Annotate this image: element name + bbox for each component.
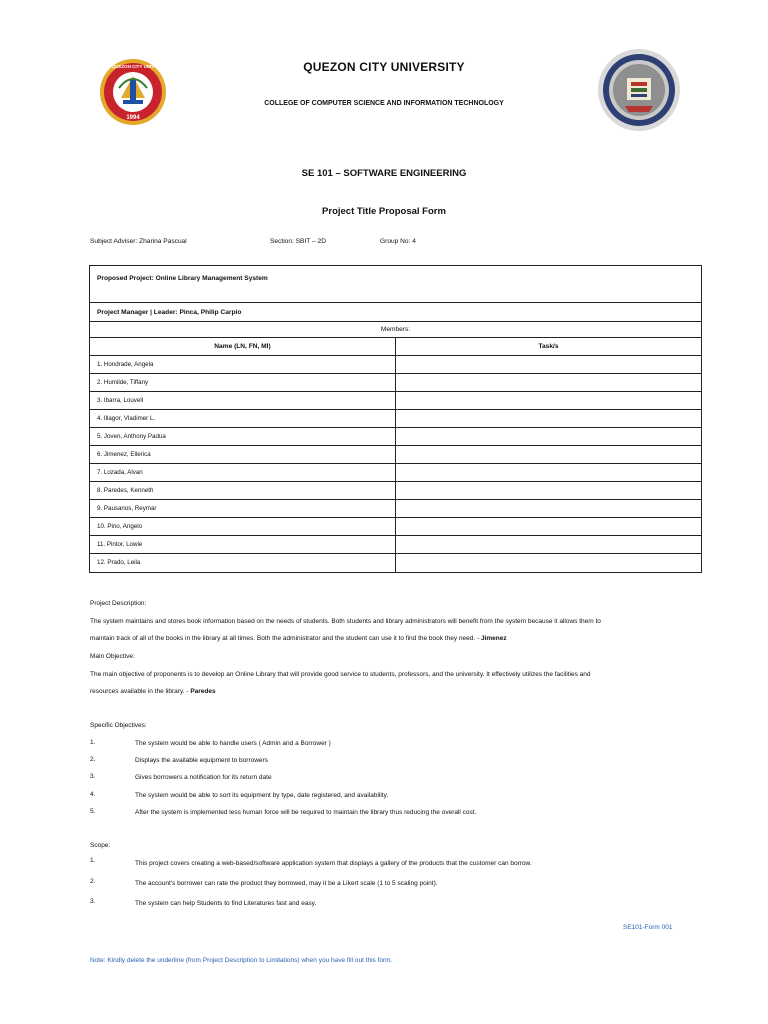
form-title: Project Title Proposal Form bbox=[322, 206, 446, 217]
list-item: The system can help Students to find Literatures fast and easy. bbox=[135, 900, 317, 907]
member-name: 6. Jimenez, Ellerica bbox=[90, 446, 396, 463]
member-task bbox=[396, 392, 701, 409]
main-objective-label: Main Objective: bbox=[90, 653, 135, 660]
list-item: The account's borrower can rate the product they borrowed, may it be a Likert scale (1 to 5 scaling point). bbox=[135, 880, 438, 887]
scope-label: Scope: bbox=[90, 842, 111, 849]
column-header-tasks: Task/s bbox=[538, 343, 559, 350]
member-name: 3. Ibarra, Louvell bbox=[90, 392, 396, 409]
list-item: The system would be able to sort its equipment by type, date registered, and availability. bbox=[135, 792, 389, 799]
college-name: COLLEGE OF COMPUTER SCIENCE AND INFORMATION TECHNOLOGY bbox=[264, 100, 504, 107]
main-objective-line: The main objective of proponents is to develop an Online Library that will provide good service to students, professors, and the university. It effectively utilizes the facilities and bbox=[90, 671, 591, 678]
main-objective-line bbox=[90, 688, 216, 695]
member-task bbox=[396, 356, 701, 373]
list-number: 3. bbox=[90, 773, 96, 780]
svg-text:QUEZON CITY UNIV: QUEZON CITY UNIV bbox=[111, 64, 155, 69]
table-row bbox=[90, 554, 701, 572]
list-number: 3. bbox=[90, 898, 96, 905]
member-task bbox=[396, 446, 701, 463]
list-number: 2. bbox=[90, 878, 96, 885]
table-row bbox=[90, 356, 701, 374]
proposed-project: Proposed Project: Online Library Management System bbox=[90, 266, 701, 303]
list-item: Displays the available equipment to borrowers bbox=[135, 757, 268, 764]
university-name: QUEZON CITY UNIVERSITY bbox=[303, 60, 465, 74]
table-row bbox=[90, 482, 701, 500]
project-description-line: The system maintains and stores book information based on the needs of students. Both students and library administrators will benefit from the system because it allows them to bbox=[90, 618, 601, 625]
footer-note: Note: Kindly delete the underline (from Project Description to Limitations) when you have fill out this form. bbox=[90, 957, 393, 964]
list-item: This project covers creating a web-based/software application system that displays a gallery of the products that the customer can borrow. bbox=[135, 860, 532, 867]
project-manager: Project Manager | Leader: Pinca, Philip Carpio bbox=[90, 303, 701, 322]
table-row bbox=[90, 374, 701, 392]
list-number: 2. bbox=[90, 756, 96, 763]
list-number: 4. bbox=[90, 791, 96, 798]
member-name: 7. Lozada, Alvan bbox=[90, 464, 396, 481]
subject-adviser: Subject Adviser: Zharina Pascual bbox=[90, 238, 187, 245]
table-row bbox=[90, 518, 701, 536]
member-task bbox=[396, 518, 701, 535]
table-row bbox=[90, 428, 701, 446]
member-name: 10. Pino, Angelo bbox=[90, 518, 396, 535]
list-item: The system would be able to handle users ( Admin and a Borrower ) bbox=[135, 740, 331, 747]
objective-text: resources available in the library. - bbox=[90, 688, 189, 695]
form-code: SE101-Form 001 bbox=[623, 924, 673, 931]
table-header-row bbox=[90, 338, 701, 356]
table-row bbox=[90, 500, 701, 518]
list-item: Gives borrowers a notification for its return date bbox=[135, 774, 272, 781]
member-task bbox=[396, 374, 701, 391]
list-number: 5. bbox=[90, 808, 96, 815]
member-name: 12. Prado, Leila bbox=[90, 554, 396, 572]
svg-text:1994: 1994 bbox=[126, 115, 140, 121]
member-task bbox=[396, 554, 701, 572]
member-task bbox=[396, 428, 701, 445]
table-row bbox=[90, 392, 701, 410]
member-name: 11. Pintor, Lowie bbox=[90, 536, 396, 553]
table-row bbox=[90, 446, 701, 464]
members-label: Members: bbox=[90, 322, 701, 338]
member-name: 5. Joven, Anthony Padua bbox=[90, 428, 396, 445]
member-task bbox=[396, 464, 701, 481]
group-number: Group No: 4 bbox=[380, 238, 416, 245]
list-item: After the system is implemented less human force will be required to maintain the library thus reducing the overall cost. bbox=[135, 809, 477, 816]
specific-objectives-label: Specific Objectives: bbox=[90, 722, 147, 729]
member-name: 4. Illagor, Vladimer L. bbox=[90, 410, 396, 427]
table-row bbox=[90, 464, 701, 482]
member-name: 1. Hondrade, Angela bbox=[90, 356, 396, 373]
table-row bbox=[90, 536, 701, 554]
project-description-line bbox=[90, 635, 507, 642]
project-description-label: Project Description: bbox=[90, 600, 147, 607]
member-task bbox=[396, 536, 701, 553]
member-task bbox=[396, 410, 701, 427]
description-text: maintain track of all of the books in the library at all times. Both the administrator and the student can use it to find the book they need. - bbox=[90, 635, 480, 642]
proposal-table bbox=[89, 265, 702, 573]
member-task bbox=[396, 482, 701, 499]
list-number: 1. bbox=[90, 857, 96, 864]
course-title: SE 101 – SOFTWARE ENGINEERING bbox=[301, 168, 467, 179]
objective-author: Paredes bbox=[190, 688, 216, 695]
member-name: 9. Pausanos, Reymar bbox=[90, 500, 396, 517]
section: Section: SBIT – 2D bbox=[270, 238, 326, 245]
table-row bbox=[90, 410, 701, 428]
list-number: 1. bbox=[90, 739, 96, 746]
member-name: 2. Humilde, Tiffany bbox=[90, 374, 396, 391]
column-header-name: Name (LN, FN, MI) bbox=[90, 338, 396, 355]
member-task bbox=[396, 500, 701, 517]
description-author: Jimenez bbox=[480, 635, 507, 642]
member-name: 8. Paredes, Kenneth bbox=[90, 482, 396, 499]
